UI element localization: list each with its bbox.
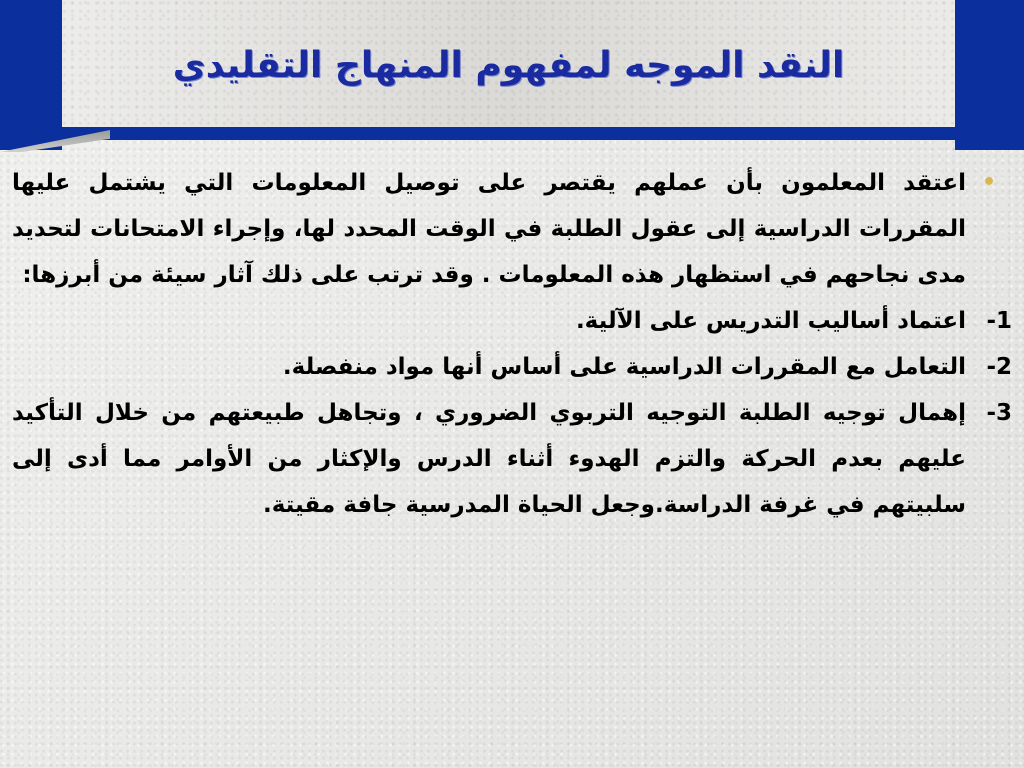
item-text: التعامل مع المقررات الدراسية على أساس أنها مواد منفصلة. <box>282 354 966 380</box>
slide-content <box>12 160 1012 760</box>
list-item <box>12 390 1012 528</box>
bullet-icon: • <box>981 170 997 195</box>
item-text: إهمال توجيه الطلبة التوجيه التربوي الضروري ، وتجاهل طبيعتهم من خلال التأكيد عليهم بعدم الحركة والتزم الهدوء أثناء الدرس والإكثار من الأوامر مما أدى إلى سلبيتهم في غرفة الدراسة.وجعل الحياة المدرسية جافة مقيتة. <box>12 400 966 518</box>
item-number: 3- <box>986 400 1012 426</box>
slide-title: النقد الموجه لمفهوم المنهاج التقليدي <box>172 44 845 86</box>
intro-paragraph <box>12 160 1012 298</box>
left-frame-bar <box>0 0 62 150</box>
list-item <box>12 298 1012 344</box>
item-text: اعتماد أساليب التدريس على الآلية. <box>575 308 966 334</box>
intro-text: اعتقد المعلمون بأن عملهم يقتصر على توصيل المعلومات التي يشتمل عليها المقررات الدراسية إلى عقول الطلبة في الوقت المحدد لها، وإجراء الامتحانات لتحديد مدى نجاحهم في استظهار هذه المعلومات . وقد ترتب على ذلك آثار سيئة من أبرزها: <box>12 170 966 288</box>
list-item <box>12 344 1012 390</box>
item-number: 1- <box>986 308 1012 334</box>
right-frame-bar <box>955 0 1024 150</box>
item-number: 2- <box>986 354 1012 380</box>
